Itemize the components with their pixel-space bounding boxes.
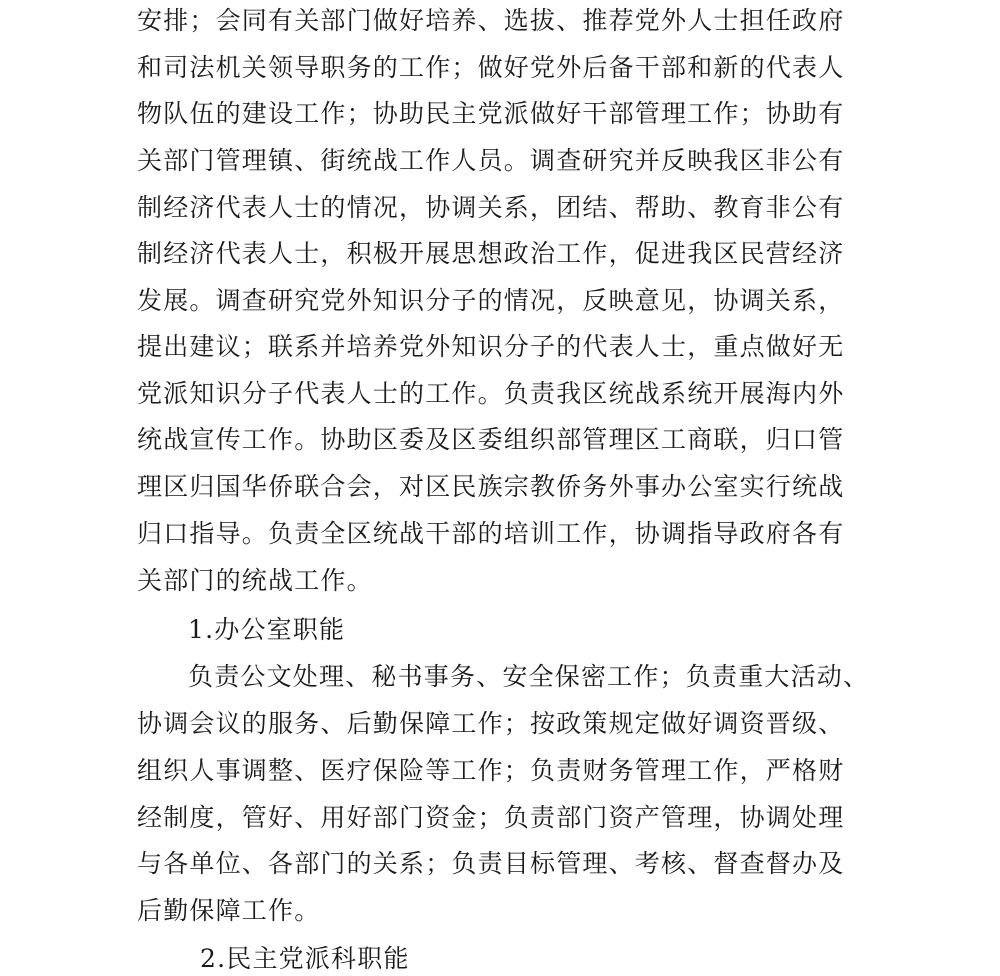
paragraph-line: 制经济代表人士，积极开展思想政治工作，促进我区民营经济 bbox=[137, 239, 845, 268]
paragraph-line: 后勤保障工作。 bbox=[137, 896, 321, 925]
paragraph-line: 组织人事调整、医疗保险等工作；负责财务管理工作，严格财 bbox=[137, 756, 845, 785]
paragraph-line: 和司法机关领导职务的工作；做好党外后备干部和新的代表人 bbox=[137, 53, 845, 82]
paragraph-line: 关部门的统战工作。 bbox=[137, 566, 373, 595]
paragraph-line: 党派知识分子代表人士的工作。负责我区统战系统开展海内外 bbox=[137, 379, 845, 408]
paragraph-line: 理区归国华侨联合会，对区民族宗教侨务外事办公室实行统战 bbox=[137, 472, 845, 501]
paragraph-line: 与各单位、各部门的关系；负责目标管理、考核、督查督办及 bbox=[137, 849, 845, 878]
paragraph-line: 物队伍的建设工作；协助民主党派做好干部管理工作；协助有 bbox=[137, 99, 845, 128]
paragraph-line: 经制度，管好、用好部门资金；负责部门资产管理，协调处理 bbox=[137, 803, 845, 832]
paragraph-line: 提出建议；联系并培养党外知识分子的代表人士，重点做好无 bbox=[137, 332, 845, 361]
section-heading-democratic-parties: 2.民主党派科职能 bbox=[200, 944, 410, 973]
paragraph-line: 统战宣传工作。协助区委及区委组织部管理区工商联，归口管 bbox=[137, 425, 845, 454]
paragraph-line: 关部门管理镇、街统战工作人员。调查研究并反映我区非公有 bbox=[137, 146, 845, 175]
paragraph-line: 安排；会同有关部门做好培养、选拔、推荐党外人士担任政府 bbox=[137, 6, 845, 35]
paragraph-line: 制经济代表人士的情况，协调关系，团结、帮助、教育非公有 bbox=[137, 193, 845, 222]
paragraph-line: 归口指导。负责全区统战干部的培训工作，协调指导政府各有 bbox=[137, 519, 845, 548]
paragraph-line: 协调会议的服务、后勤保障工作；按政策规定做好调资晋级、 bbox=[137, 709, 845, 738]
paragraph-line: 负责公文处理、秘书事务、安全保密工作；负责重大活动、 bbox=[188, 662, 870, 691]
section-heading-office: 1.办公室职能 bbox=[188, 615, 346, 644]
paragraph-line: 发展。调查研究党外知识分子的情况，反映意见，协调关系， bbox=[137, 286, 845, 315]
